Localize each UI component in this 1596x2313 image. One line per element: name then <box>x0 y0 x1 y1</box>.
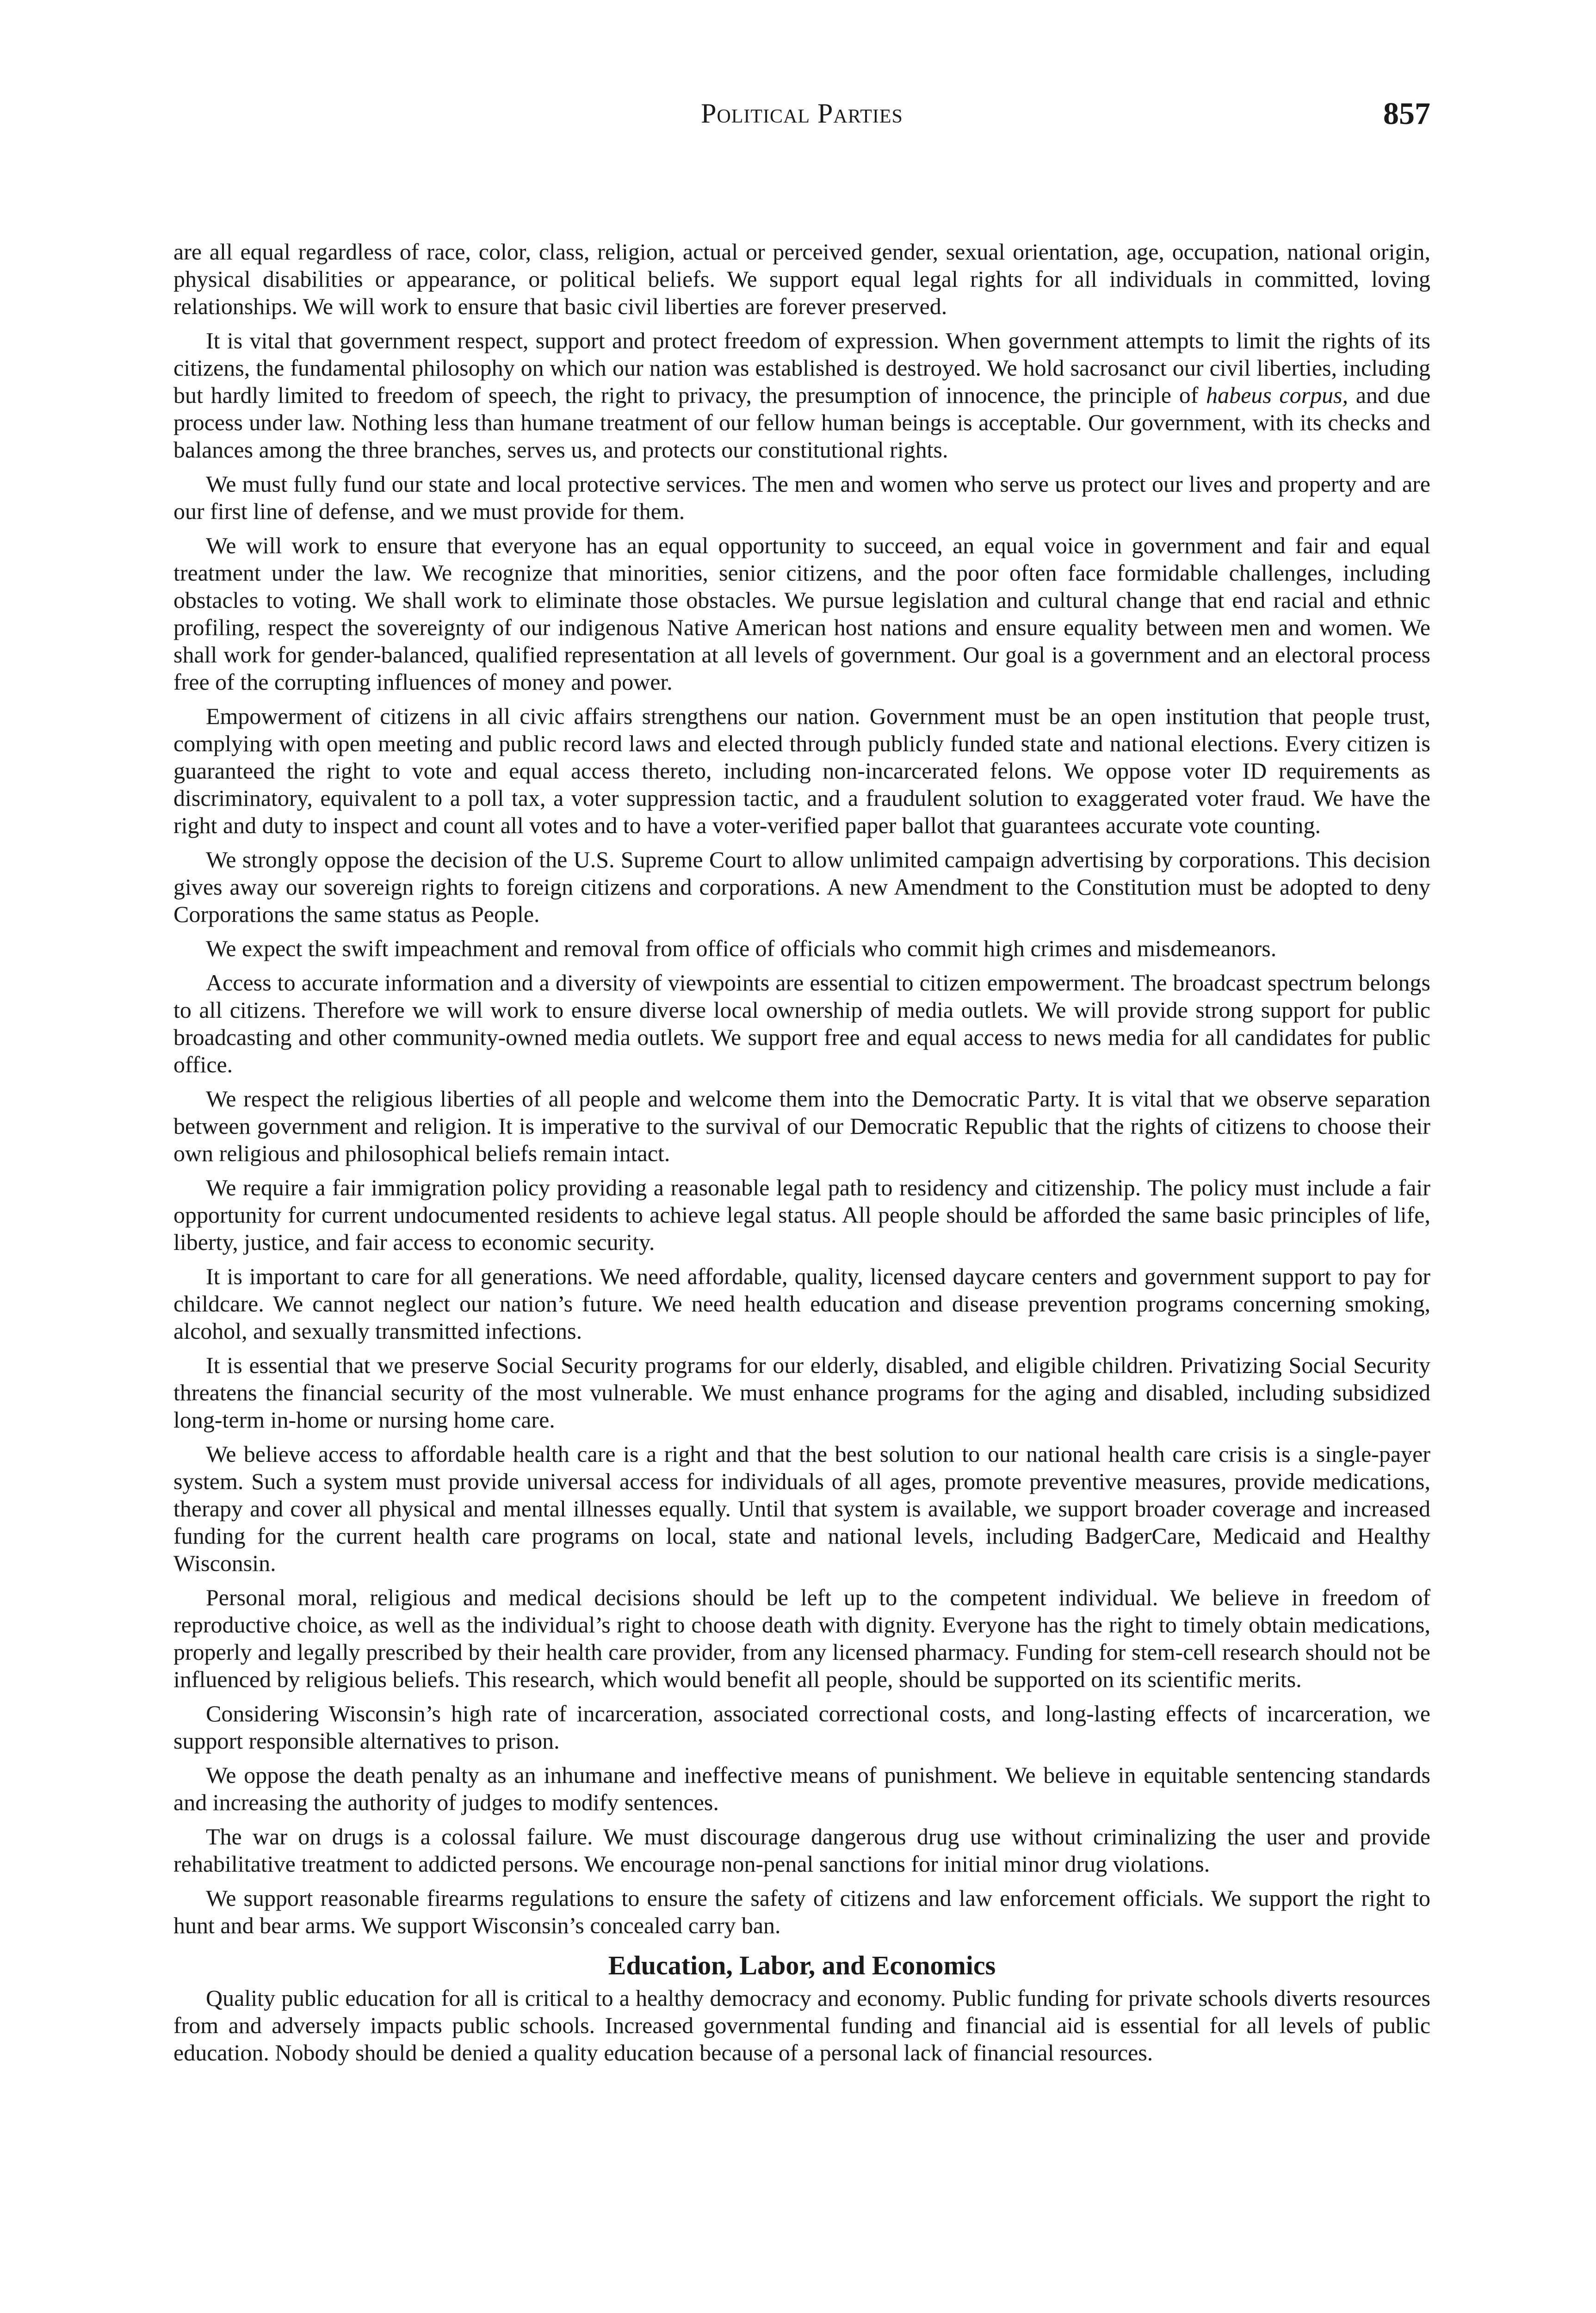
paragraph-campaign-advertising: We strongly oppose the decision of the U.S. Supreme Court to allow unlimited campaign advertising by corporations. This decision gives away our sovereign rights to foreign citizens and corporations. A new Amendment to the Constitution must be adopted to deny Corporations the same status as People. <box>173 847 1430 927</box>
paragraph-generations: It is important to care for all generations. We need affordable, quality, licensed daycare centers and government support to pay for childcare. We cannot neglect our nation’s future. We need health education and disease prevention programs concerning smoking, alcohol, and sexually transmitted infections. <box>173 1263 1430 1344</box>
paragraph-text: and due process under law. Nothing less than humane treatment of our fellow human beings is acceptable. Our government, with its checks and balances among the three branches, serves us, and protects our constitutional rights. <box>173 382 1430 463</box>
paragraph-incarceration: Considering Wisconsin’s high rate of incarceration, associated correctional costs, and long-lasting effects of incarceration, we support responsible alternatives to prison. <box>173 1701 1430 1754</box>
italic-term: habeus corpus, <box>1206 382 1349 408</box>
paragraph-equal-opportunity: We will work to ensure that everyone has an equal opportunity to succeed, an equal voice in government and fair and equal treatment under the law. We recognize that minorities, senior citizens, and the poor often face formidable challenges, including obstacles to voting. We shall work to eliminate those obstacles. We pursue legislation and cultural change that end racial and ethnic profiling, respect the sovereignty of our indigenous Native American host nations and ensure equality between men and women. We shall work for gender-balanced, qualified representation at all levels of government. Our goal is a government and an electoral process free of the corrupting influences of money and power. <box>173 532 1430 695</box>
running-title: Political Parties <box>701 98 903 129</box>
paragraph-civic-empowerment: Empowerment of citizens in all civic affairs strengthens our nation. Government must be an open institution that people trust, complying with open meeting and public record laws and elected through publicly funded state and national elections. Every citizen is guaranteed the right to vote and equal access thereto, including non-incarcerated felons. We oppose voter ID requirements as discriminatory, equivalent to a poll tax, a voter suppression tactic, and a fraudulent solution to exaggerated voter fraud. We have the right and duty to inspect and count all votes and to have a voter-verified paper ballot that guarantees accurate vote counting. <box>173 703 1430 838</box>
paragraph-freedom-of-expression <box>173 327 1430 464</box>
section-heading: Education, Labor, and Economics <box>608 1950 996 1980</box>
paragraph-social-security: It is essential that we preserve Social Security programs for our elderly, disabled, and eligible children. Privatizing Social Security threatens the financial security of the most vulnerable. We must enhance programs for the aging and disabled, including subsidized long-term in-home or nursing home care. <box>173 1352 1430 1433</box>
paragraph-text: It is vital that government respect, support and protect freedom of expression. When government attempts to limit the rights of its citizens, the fundamental philosophy on which our nation was established is destroyed. We hold sacrosanct our civil liberties, including but hardly limited to freedom of speech, the right to privacy, the presumption of innocence, the principle of <box>173 328 1430 408</box>
paragraph-media-access: Access to accurate information and a diversity of viewpoints are essential to citizen empowerment. The broadcast spectrum belongs to all citizens. Therefore we will work to ensure diverse local ownership of media outlets. We will provide strong support for public broadcasting and other community-owned media outlets. We support free and equal access to news media for all candidates for public office. <box>173 970 1430 1077</box>
paragraph-impeachment: We expect the swift impeachment and removal from office of officials who commit high crimes and misdemeanors. <box>206 935 1277 961</box>
paragraph-death-penalty: We oppose the death penalty as an inhumane and ineffective means of punishment. We believe in equitable sentencing standards and increasing the authority of judges to modify sentences. <box>173 1762 1430 1815</box>
paragraph-immigration: We require a fair immigration policy providing a reasonable legal path to residency and citizenship. The policy must include a fair opportunity for current undocumented residents to achieve legal status. All people should be afforded the same basic principles of life, liberty, justice, and fair access to economic security. <box>173 1175 1430 1255</box>
paragraph-religious-liberties: We respect the religious liberties of all people and welcome them into the Democratic Party. It is vital that we observe separation between government and religion. It is imperative to the survival of our Democratic Republic that the rights of citizens to choose their own religious and philosophical beliefs remain intact. <box>173 1086 1430 1166</box>
paragraph-health-care: We believe access to affordable health care is a right and that the best solution to our national health care crisis is a single-payer system. Such a system must provide universal access for individuals of all ages, promote preventive measures, provide medications, therapy and cover all physical and mental illnesses equally. Until that system is available, we support broader coverage and increased funding for the current health care programs on local, state and national levels, including BadgerCare, Medicaid and Healthy Wisconsin. <box>173 1441 1430 1576</box>
paragraph-civil-rights-continued: are all equal regardless of race, color, class, religion, actual or perceived gender, sexual orientation, age, occupation, national origin, physical disabilities or appearance, or political beliefs. We support equal legal rights for all individuals in committed, loving relationships. We will work to ensure that basic civil liberties are forever preserved. <box>173 239 1430 319</box>
body-text <box>173 238 1430 2073</box>
paragraph-personal-decisions: Personal moral, religious and medical decisions should be left up to the competent individual. We believe in freedom of reproductive choice, as well as the individual’s right to choose death with dignity. Everyone has the right to timely obtain medications, properly and legally prescribed by their health care provider, from any licensed pharmacy. Funding for stem-cell research should not be influenced by religious beliefs. This research, which would benefit all people, should be supported on its scientific merits. <box>173 1584 1430 1692</box>
page-number: 857 <box>1383 96 1430 131</box>
paragraph-war-on-drugs: The war on drugs is a colossal failure. We must discourage dangerous drug use without criminalizing the user and provide rehabilitative treatment to addicted persons. We encourage non-penal sanctions for initial minor drug violations. <box>173 1824 1430 1877</box>
paragraph-public-education: Quality public education for all is critical to a healthy democracy and economy. Public funding for private schools diverts resources from and adversely impacts public schools. Increased governmental funding and financial aid is essential for all levels of public education. Nobody should be denied a quality education because of a personal lack of financial resources. <box>173 1985 1430 2066</box>
paragraph-firearms: We support reasonable firearms regulations to ensure the safety of citizens and law enforcement officials. We support the right to hunt and bear arms. We support Wisconsin’s concealed carry ban. <box>173 1885 1430 1938</box>
running-header <box>173 93 1430 134</box>
paragraph-protective-services: We must fully fund our state and local protective services. The men and women who serve us protect our lives and property and are our first line of defense, and we must provide for them. <box>173 471 1430 524</box>
